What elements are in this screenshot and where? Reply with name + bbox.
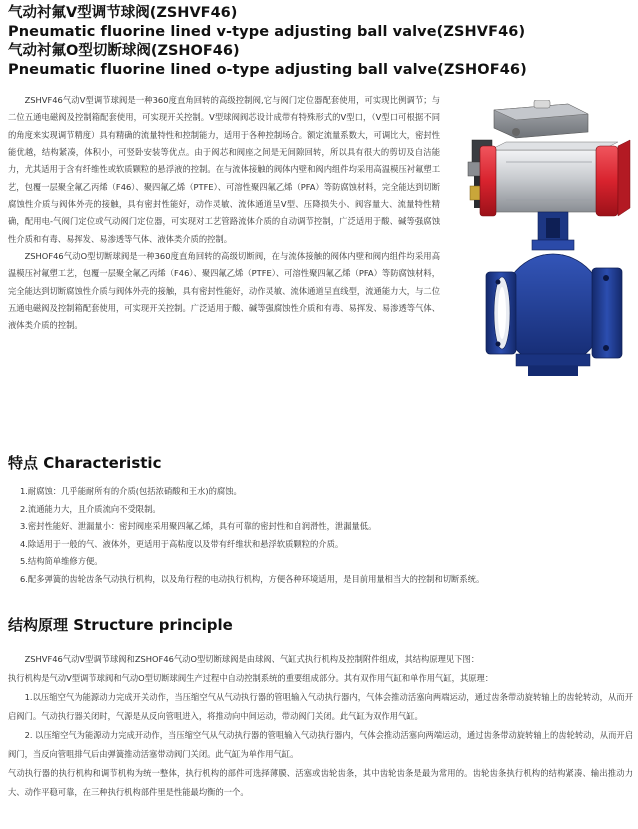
structure-paragraph-5: 气动执行器的执行机构和调节机构为统一整体，执行机构的部件可选择薄膜、活塞或齿轮齿条，其中齿轮齿条是最为常用的。齿轮齿条执行机构的结构紧凑、输出推动力大、动作平稳可靠，在三种执行机构部件里是性能最均衡的一个。	[8, 768, 633, 797]
title-1-en: Pneumatic fluorine lined v-type adjusting ball valve(ZSHVF46)	[8, 24, 526, 40]
list-item: 4.除适用于一般的气、液体外，更适用于高粘度以及带有纤维状和悬浮软质颗粒的介质。	[20, 538, 344, 549]
structure-text	[8, 650, 633, 802]
structure-paragraph-2: 执行机构是气动V型调节球阀和气动O型切断球阀生产过程中自动控制系统的重要组成部分。其有双作用气缸和单作用气缸，其原理：	[8, 673, 494, 683]
list-item: 6.配多弹簧的齿轮齿条气动执行机构，以及角行程的电动执行机构，方便各种环境适用，是目前用量相当大的控制和切断系统。	[20, 573, 485, 584]
valve-bracket	[532, 212, 574, 250]
structure-paragraph-3: 1.以压缩空气为能源动力完成开关动作，当压缩空气从气动执行器的管咀输入气动执行器内，气体会推动活塞向两端运动，通过齿条带动旋转轴上的齿轮转动，从而开启阀门。气动执行器关闭时，气源是从反向管咀进入，将推动向中间运动，带动阀门关闭。此气缸为双作用气缸。	[8, 692, 633, 721]
title-2-cn: 气动衬氟O型切断球阀(ZSHOF46)	[8, 43, 240, 59]
list-item: 2.流通能力大，且介质流向不受限制。	[20, 503, 161, 514]
title-block	[8, 4, 633, 80]
valve-body	[486, 254, 622, 376]
intro-paragraph-1: ZSHVF46气动V型调节球阀是一种360度直角回转的高级控制阀,它与阀门定位器配套使用，可实现比例调节；与二位五通电磁阀及控制箱配套使用，可实现开关控制。V型球阀阀芯设计成带有特殊形式的V型口，（V型口可根据不同的角度来实现调节精度）具有精确的流量特性和控制能力，适用于各种控制场合。额定流量系数大，可调比大，密封性能优越，结构紧凑，体积小，可竖卧安装等优点。由于阀芯和阀座之间是无间隙回转，所以具有很大的剪切及自洁能力，尤其适用于含有纤维性或软质颗粒的悬浮液的控制。在与流体接触的阀体内壁和阀内组件均采用高温模压衬氟塑工艺，包覆一层聚全氟乙丙烯（F46）、聚四氟乙烯（PTFE）、可溶性聚四氟乙烯（PFA）等防腐蚀材料，完全能达到切断腐蚀性介质与阀体外壳的接触，具有密封性能好，动作灵敏、流体通道呈V型、压降损失小、阀容量大、流量特性精确，配用电-气阀门定位或气动阀门定位器，可实现对工艺管路流体介质的自动调节控制，广泛适用于酸、碱等强腐蚀性介质和有毒、易挥发、易渗透等气体、液体类介质的控制。	[8, 95, 440, 244]
list-item: 1.耐腐蚀：几乎能耐所有的介质(包括浓硝酸和王水)的腐蚀。	[20, 486, 242, 496]
title-2-en: Pneumatic fluorine lined o-type adjusting ball valve(ZSHOF46)	[8, 62, 527, 78]
pneumatic-actuator	[480, 140, 630, 216]
characteristic-list	[20, 483, 632, 588]
limit-switch-box	[494, 100, 588, 138]
title-1-cn: 气动衬氟V型调节球阀(ZSHVF46)	[8, 5, 238, 21]
intro-paragraph-2: ZSHOF46气动O型切断球阀是一种360度直角回转的高级切断阀，在与流体接触的阀体内壁和阀内组件均采用高温模压衬氟塑工艺，包覆一层聚全氟乙丙烯（F46）、聚四氟乙烯（PTFE）、可溶性聚四氟乙烯（PFA）等防腐蚀材料，完全能达到切断腐蚀性介质与阀体外壳的接触，具有密封性能好，动作灵敏、流体通道呈直线型，流通能力大，与二位五通电磁阀及控制箱配套使用，可实现开关控制。广泛适用于酸、碱等强腐蚀性介质和有毒、易挥发、易渗透等气体、液体类介质的控制。	[8, 251, 440, 331]
characteristic-heading: 特点 Characteristic	[8, 454, 162, 472]
structure-paragraph-4: 2. 以压缩空气为能源动力完成开动作，当压缩空气从气动执行器的管咀输入气动执行器内，气体会推动活塞向两端运动，通过齿条带动旋转轴上的齿轮转动，从而开启阀门，当反向管咀排气后由弹簧推动活塞带动阀门关闭。此气缸为单作用气缸。	[8, 730, 633, 759]
valve-product-image	[446, 100, 638, 400]
structure-paragraph-1: ZSHVF46气动V型调节球阀和ZSHOF46气动O型切断球阀是由球阀、气缸式执行机构及控制附件组成，其结构原理见下图：	[24, 654, 480, 664]
intro-text	[8, 92, 440, 335]
list-item: 5.结构简单维修方便。	[20, 556, 103, 566]
list-item: 3.密封性能好、泄漏量小：密封阀座采用聚四氟乙烯，具有可靠的密封性和自润滑性，泄漏量低。	[20, 521, 377, 531]
structure-heading: 结构原理 Structure principle	[8, 616, 233, 634]
